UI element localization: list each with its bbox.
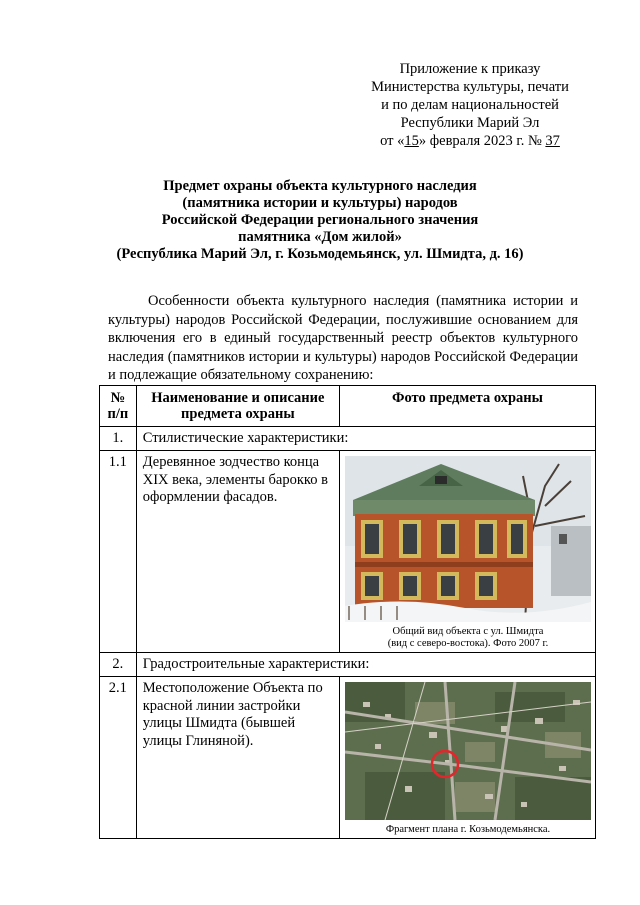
caption-line: (вид с северо-востока). Фото 2007 г. bbox=[387, 638, 549, 649]
caption-line: Общий вид объекта с ул. Шмидта bbox=[392, 626, 544, 637]
date-prefix: от « bbox=[380, 133, 405, 149]
table-row bbox=[100, 677, 596, 839]
header-num-line: № bbox=[110, 390, 126, 406]
house-photo bbox=[345, 456, 591, 622]
title-line: (памятника истории и культуры) народов bbox=[182, 195, 458, 211]
appendix-line: Приложение к приказу bbox=[399, 61, 541, 77]
title-line: (Республика Марий Эл, г. Козьмодемьянск, ул. Шмидта, д. 16) bbox=[116, 246, 524, 262]
photo-cell bbox=[339, 451, 595, 653]
title-line: памятника «Дом жилой» bbox=[238, 229, 402, 245]
appendix-line: Республики Марий Эл bbox=[400, 115, 540, 131]
header-num-line: п/п bbox=[107, 406, 129, 422]
row-number: 2. bbox=[100, 653, 137, 677]
date-day: 15 bbox=[404, 133, 419, 149]
title-line: Предмет охраны объекта культурного наследия bbox=[163, 178, 477, 194]
photo-caption bbox=[345, 626, 591, 650]
header-name-line: предмета охраны bbox=[181, 406, 295, 422]
header-num bbox=[100, 386, 137, 427]
table-row bbox=[100, 427, 596, 451]
appendix-header bbox=[350, 60, 590, 150]
header-name-line: Наименование и описание bbox=[151, 390, 325, 406]
title-line: Российской Федерации регионального значения bbox=[161, 212, 479, 228]
table-row bbox=[100, 451, 596, 653]
appendix-date bbox=[350, 132, 590, 150]
document-title bbox=[80, 178, 560, 263]
date-middle: » февраля 2023 г. № bbox=[418, 133, 546, 149]
item-description: Деревянное зодчество конца XIX века, элементы барокко в оформлении фасадов. bbox=[136, 451, 339, 653]
map-caption: Фрагмент плана г. Козьмодемьянска. bbox=[385, 824, 551, 835]
item-description: Местоположение Объекта по красной линии застройки улицы Шмидта (бывшей улицы Глиняной). bbox=[136, 677, 339, 839]
header-photo: Фото предмета охраны bbox=[339, 386, 595, 427]
appendix-line: и по делам национальностей bbox=[381, 97, 559, 113]
protection-table bbox=[99, 385, 596, 839]
header-name bbox=[136, 386, 339, 427]
order-number: 37 bbox=[545, 133, 560, 149]
intro-paragraph: Особенности объекта культурного наследия (памятника истории и культуры) народов Российской Федерации, послужившие основанием для включения его в единый государственный реестр объектов культурного наследия (памятников истории и культуры) народов Российской Федерации и подлежащие обязательному сохранению: bbox=[108, 293, 578, 383]
table-header-row bbox=[100, 386, 596, 427]
appendix-line: Министерства культуры, печати bbox=[371, 79, 569, 95]
row-number: 2.1 bbox=[100, 677, 137, 839]
table-row bbox=[100, 653, 596, 677]
row-number: 1. bbox=[100, 427, 137, 451]
section-title: Градостроительные характеристики: bbox=[136, 653, 595, 677]
section-title: Стилистические характеристики: bbox=[136, 427, 595, 451]
map-cell bbox=[339, 677, 595, 839]
row-number: 1.1 bbox=[100, 451, 137, 653]
aerial-map bbox=[345, 682, 591, 820]
